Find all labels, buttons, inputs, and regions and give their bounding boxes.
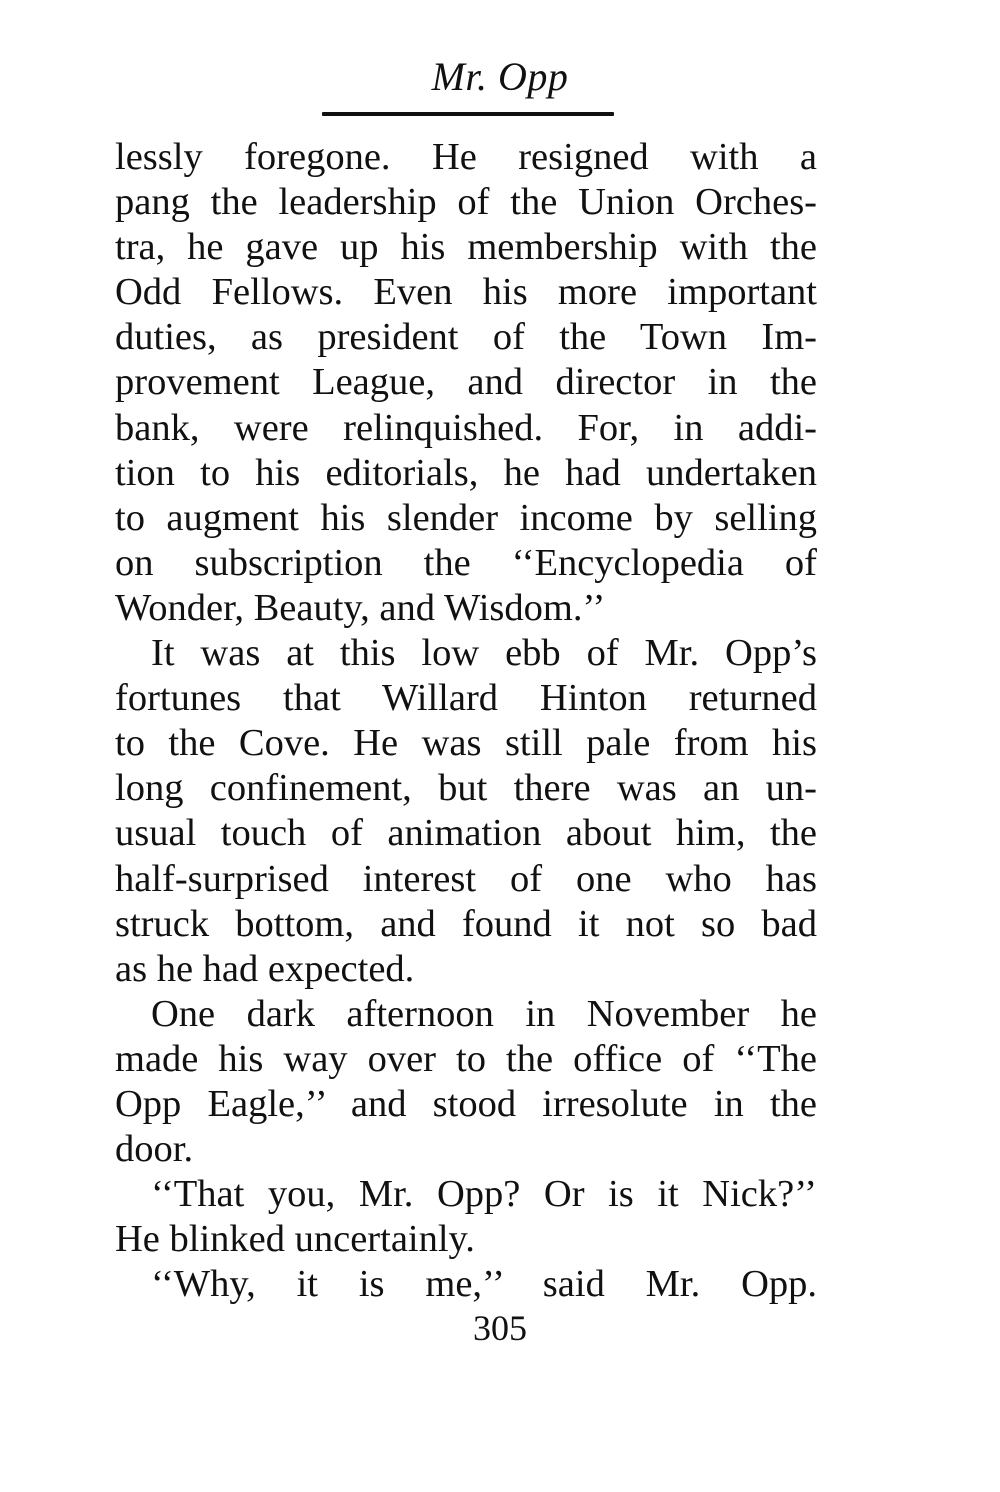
text-line: lessly foregone. He resigned with a xyxy=(115,136,817,178)
text-line: It was at this low ebb of Mr. Opp’s xyxy=(151,632,817,675)
text-line: usual touch of animation about him, the xyxy=(115,812,817,855)
paragraph xyxy=(115,135,817,631)
text-line: Opp Eagle,’’ and stood irresolute in the xyxy=(115,1082,817,1125)
body-text xyxy=(115,135,817,1307)
page-number: 305 xyxy=(473,1308,527,1348)
text-line: on subscription the ‘‘Encyclopedia of xyxy=(115,541,817,584)
text-line: bank, were relinquished. For, in addi- xyxy=(115,406,817,449)
text-line: to augment his slender income by selling xyxy=(115,496,817,539)
head-rule xyxy=(322,112,614,116)
paragraph xyxy=(115,631,817,992)
text-line: made his way over to the office of ‘‘The xyxy=(115,1037,817,1080)
text-line: One dark afternoon in November he xyxy=(151,992,817,1035)
text-line: fortunes that Willard Hinton returned xyxy=(115,677,817,720)
text-line: Odd Fellows. Even his more important xyxy=(115,271,817,314)
text-line: tion to his editorials, he had undertaken xyxy=(115,451,817,494)
text-line: ‘‘That you, Mr. Opp? Or is it Nick?’’ xyxy=(151,1173,817,1216)
text-line: pang the leadership of the Union Orches- xyxy=(115,181,817,224)
text-line: to the Cove. He was still pale from his xyxy=(115,722,817,765)
text-line: long confinement, but there was an un- xyxy=(115,767,817,810)
running-head: Mr. Opp xyxy=(431,54,569,99)
text-line: duties, as president of the Town Im- xyxy=(115,316,817,359)
text-line: Wonder, Beauty, and Wisdom.’’ xyxy=(115,586,606,629)
text-line: provement League, and director in the xyxy=(115,361,817,404)
text-line: half-surprised interest of one who has xyxy=(115,857,817,900)
paragraph xyxy=(115,992,817,1172)
text-line: He blinked uncertainly. xyxy=(115,1218,475,1261)
text-line: ‘‘Why, it is me,’’ said Mr. Opp. xyxy=(151,1263,817,1306)
text-line: door. xyxy=(115,1128,194,1171)
paragraph xyxy=(115,1172,817,1262)
paragraph xyxy=(115,1262,817,1307)
text-line: tra, he gave up his membership with the xyxy=(115,226,817,269)
text-line: as he had expected. xyxy=(115,947,415,990)
text-line: struck bottom, and found it not so bad xyxy=(115,902,817,945)
